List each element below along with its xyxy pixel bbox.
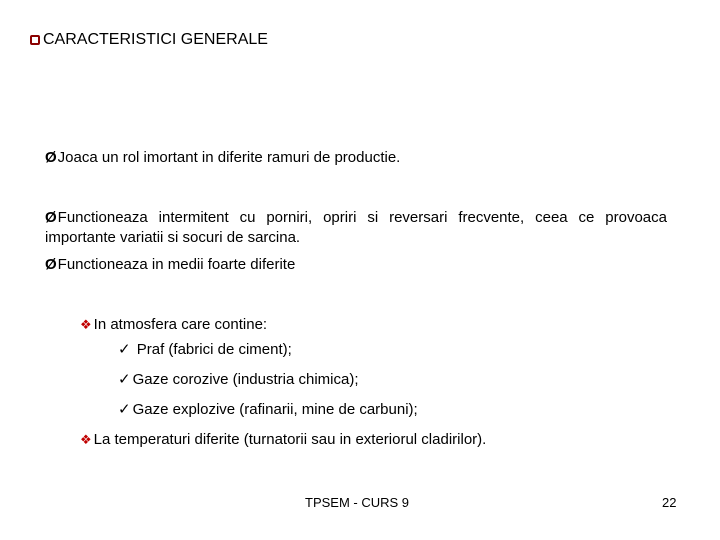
check-bullet-icon: ✓: [118, 371, 131, 388]
point-2-text: Functioneaza intermitent cu porniri, opriri si reversari frecvente, ceea ce provoaca importante variatii si socuri de sarcina.: [45, 209, 667, 246]
arrow-bullet-icon: Ø: [45, 256, 57, 273]
point-3-text: Functioneaza in medii foarte diferite: [57, 256, 296, 273]
arrow-bullet-icon: Ø: [45, 149, 57, 166]
check-bullet-icon: ✓: [118, 341, 131, 358]
sub-point-atmosphere: [80, 315, 267, 335]
atmosphere-item-3-text: Gaze explozive (rafinarii, mine de carbuni);: [132, 401, 418, 418]
point-1: [45, 148, 400, 168]
atmosphere-item-2: [118, 370, 359, 390]
atmosphere-item-2-text: Gaze corozive (industria chimica);: [132, 371, 359, 388]
atmosphere-item-1-text: Praf (fabrici de ciment);: [132, 341, 292, 358]
arrow-bullet-icon: Ø: [45, 209, 57, 226]
point-3: [45, 255, 295, 275]
square-bullet-icon: [30, 35, 40, 45]
check-bullet-icon: ✓: [118, 401, 131, 418]
point-1-text: Joaca un rol imortant in diferite ramuri de productie.: [57, 149, 401, 166]
footer-text: TPSEM - CURS 9: [305, 495, 410, 510]
slide-title-text: CARACTERISTICI GENERALE: [43, 31, 268, 48]
diamond-bullet-icon: ❖: [80, 317, 92, 332]
sub-point-temperature: [80, 430, 486, 450]
diamond-bullet-icon: ❖: [80, 432, 92, 447]
point-2: [45, 208, 667, 248]
atmosphere-item-1: [118, 340, 292, 360]
page-number: 22: [662, 495, 677, 510]
slide-title: [30, 30, 268, 50]
sub-point-atmosphere-text: In atmosfera care contine:: [93, 316, 268, 333]
sub-point-temperature-text: La temperaturi diferite (turnatorii sau in exteriorul cladirilor).: [93, 431, 487, 448]
atmosphere-item-3: [118, 400, 418, 420]
